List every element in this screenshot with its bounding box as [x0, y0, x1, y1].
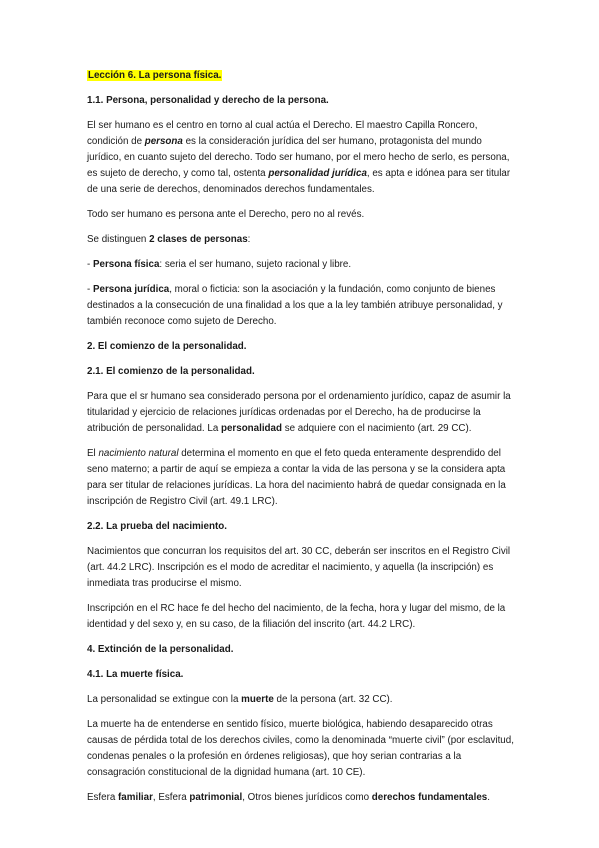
document-body — [87, 68, 515, 815]
paragraph-persona-ante-derecho: Todo ser humano es persona ante el Derecho, pero no al revés. — [87, 209, 365, 220]
list-item-persona-juridica — [87, 282, 515, 330]
paragraph-clases-personas — [87, 232, 515, 248]
paragraph-inscripcion-rc: Inscripción en el RC hace fe del hecho del nacimiento, de la fecha, hora y lugar del mismo, de la identidad y del sexo y, en su caso, de la filiación del inscrito (art. 44.2 LRC). — [87, 603, 506, 630]
paragraph-inscripcion-nacimiento: Nacimientos que concurran los requisitos del art. 30 CC, deberán ser inscritos en el Registro Civil (art. 44.2 LRC). Inscripción es el modo de acreditar el nacimiento, y aquella (la inscripción) es inmediata tras producirse el mismo. — [87, 546, 511, 589]
text-run: . — [487, 792, 490, 803]
text-run: se adquiere con el nacimiento (art. 29 CC). — [281, 423, 472, 434]
bullet-dash: - — [87, 259, 93, 270]
text-run: Para que el sr humano sea considerado persona por el ordenamiento jurídico, capaz de asumir la titularidad y ejercicio de relaciones jurídicas ordenadas por el Derecho, ha de producirse la atribución de personalidad. La — [87, 391, 511, 434]
term-derechos-fundamentales: derechos fundamentales — [371, 792, 488, 803]
heading-1-1: 1.1. Persona, personalidad y derecho de la persona. — [87, 95, 329, 106]
text-run: , moral o ficticia: son la asociación y la fundación, como conjunto de bienes destinados a la consecución de una finalidad a los que a la ley también atribuye personalidad, y también reconoce como sujeto de Derecho. — [87, 284, 503, 327]
text-run: , Otros bienes jurídicos como — [242, 792, 372, 803]
paragraph-nacimiento-natural — [87, 446, 515, 510]
term-nacimiento-natural: nacimiento natural — [98, 448, 179, 459]
term-persona-juridica: Persona jurídica — [92, 284, 170, 295]
text-run: El — [87, 448, 99, 459]
paragraph-extincion — [87, 692, 515, 708]
paragraph-atribucion-personalidad — [87, 389, 515, 437]
text-run: , es apta e idónea para ser titular de una serie de derechos, denominados derechos fundamentales. — [87, 168, 511, 195]
text-run: es la consideración jurídica del ser humano, protagonista del mundo jurídico, en cuanto sujeto del derecho. Todo ser humano, por el mero hecho de serlo, es persona, es sujeto de derecho, y como tal, ostenta — [87, 136, 510, 179]
term-personalidad: personalidad — [221, 423, 282, 434]
lesson-title — [87, 68, 515, 84]
term-clases: 2 clases de personas — [149, 234, 248, 245]
lesson-title-highlight: Lección 6. La persona física. — [88, 70, 222, 81]
heading-2-1: 2.1. El comienzo de la personalidad. — [87, 366, 255, 377]
term-persona-fisica: Persona física — [92, 259, 160, 270]
heading-2: 2. El comienzo de la personalidad. — [87, 341, 247, 352]
paragraph-esferas — [87, 790, 515, 806]
heading-2-2: 2.2. La prueba del nacimiento. — [87, 521, 227, 532]
term-muerte: muerte — [241, 694, 274, 705]
heading-4-1: 4.1. La muerte física. — [87, 669, 184, 680]
text-run: , Esfera — [152, 792, 190, 803]
text-run: determina el momento en que el feto queda enteramente desprendido del seno materno; a partir de aquí se empieza a contar la vida de las persona y se la considera apta para ser titular de relaciones jurídicas. La hora del nacimiento habrá de quedar consignada en la inscripción de Registro Civil (art. 49.1 LRC). — [87, 448, 506, 507]
bullet-dash: - — [87, 284, 93, 295]
text-run: La personalidad se extingue con la — [87, 694, 242, 705]
term-personalidad-juridica: personalidad jurídica — [268, 168, 367, 179]
text-run: Esfera — [87, 792, 119, 803]
text-run: : — [247, 234, 251, 245]
term-patrimonial: patrimonial — [189, 792, 243, 803]
term-persona: persona — [144, 136, 183, 147]
paragraph-muerte-fisica: La muerte ha de entenderse en sentido físico, muerte biológica, habiendo desaparecido otras causas de pérdida total de los derechos civiles, como la denominada “muerte civil” (por esclavitud, condenas penales o la profesión en órdenes religiosas), que hoy serian contrarias a la consagración constitucional de la dignidad humana (art. 10 CE). — [87, 719, 514, 778]
text-run: de la persona (art. 32 CC). — [273, 694, 393, 705]
term-familiar: familiar — [118, 792, 153, 803]
text-run: : seria el ser humano, sujeto racional y libre. — [159, 259, 352, 270]
text-run: El ser humano es el centro en torno al cual actúa el Derecho. El maestro Capilla Roncero, condición de — [87, 120, 478, 147]
paragraph-persona-definition — [87, 118, 515, 198]
list-item-persona-fisica — [87, 257, 515, 273]
text-run: Se distinguen — [87, 234, 150, 245]
heading-4: 4. Extinción de la personalidad. — [87, 644, 234, 655]
